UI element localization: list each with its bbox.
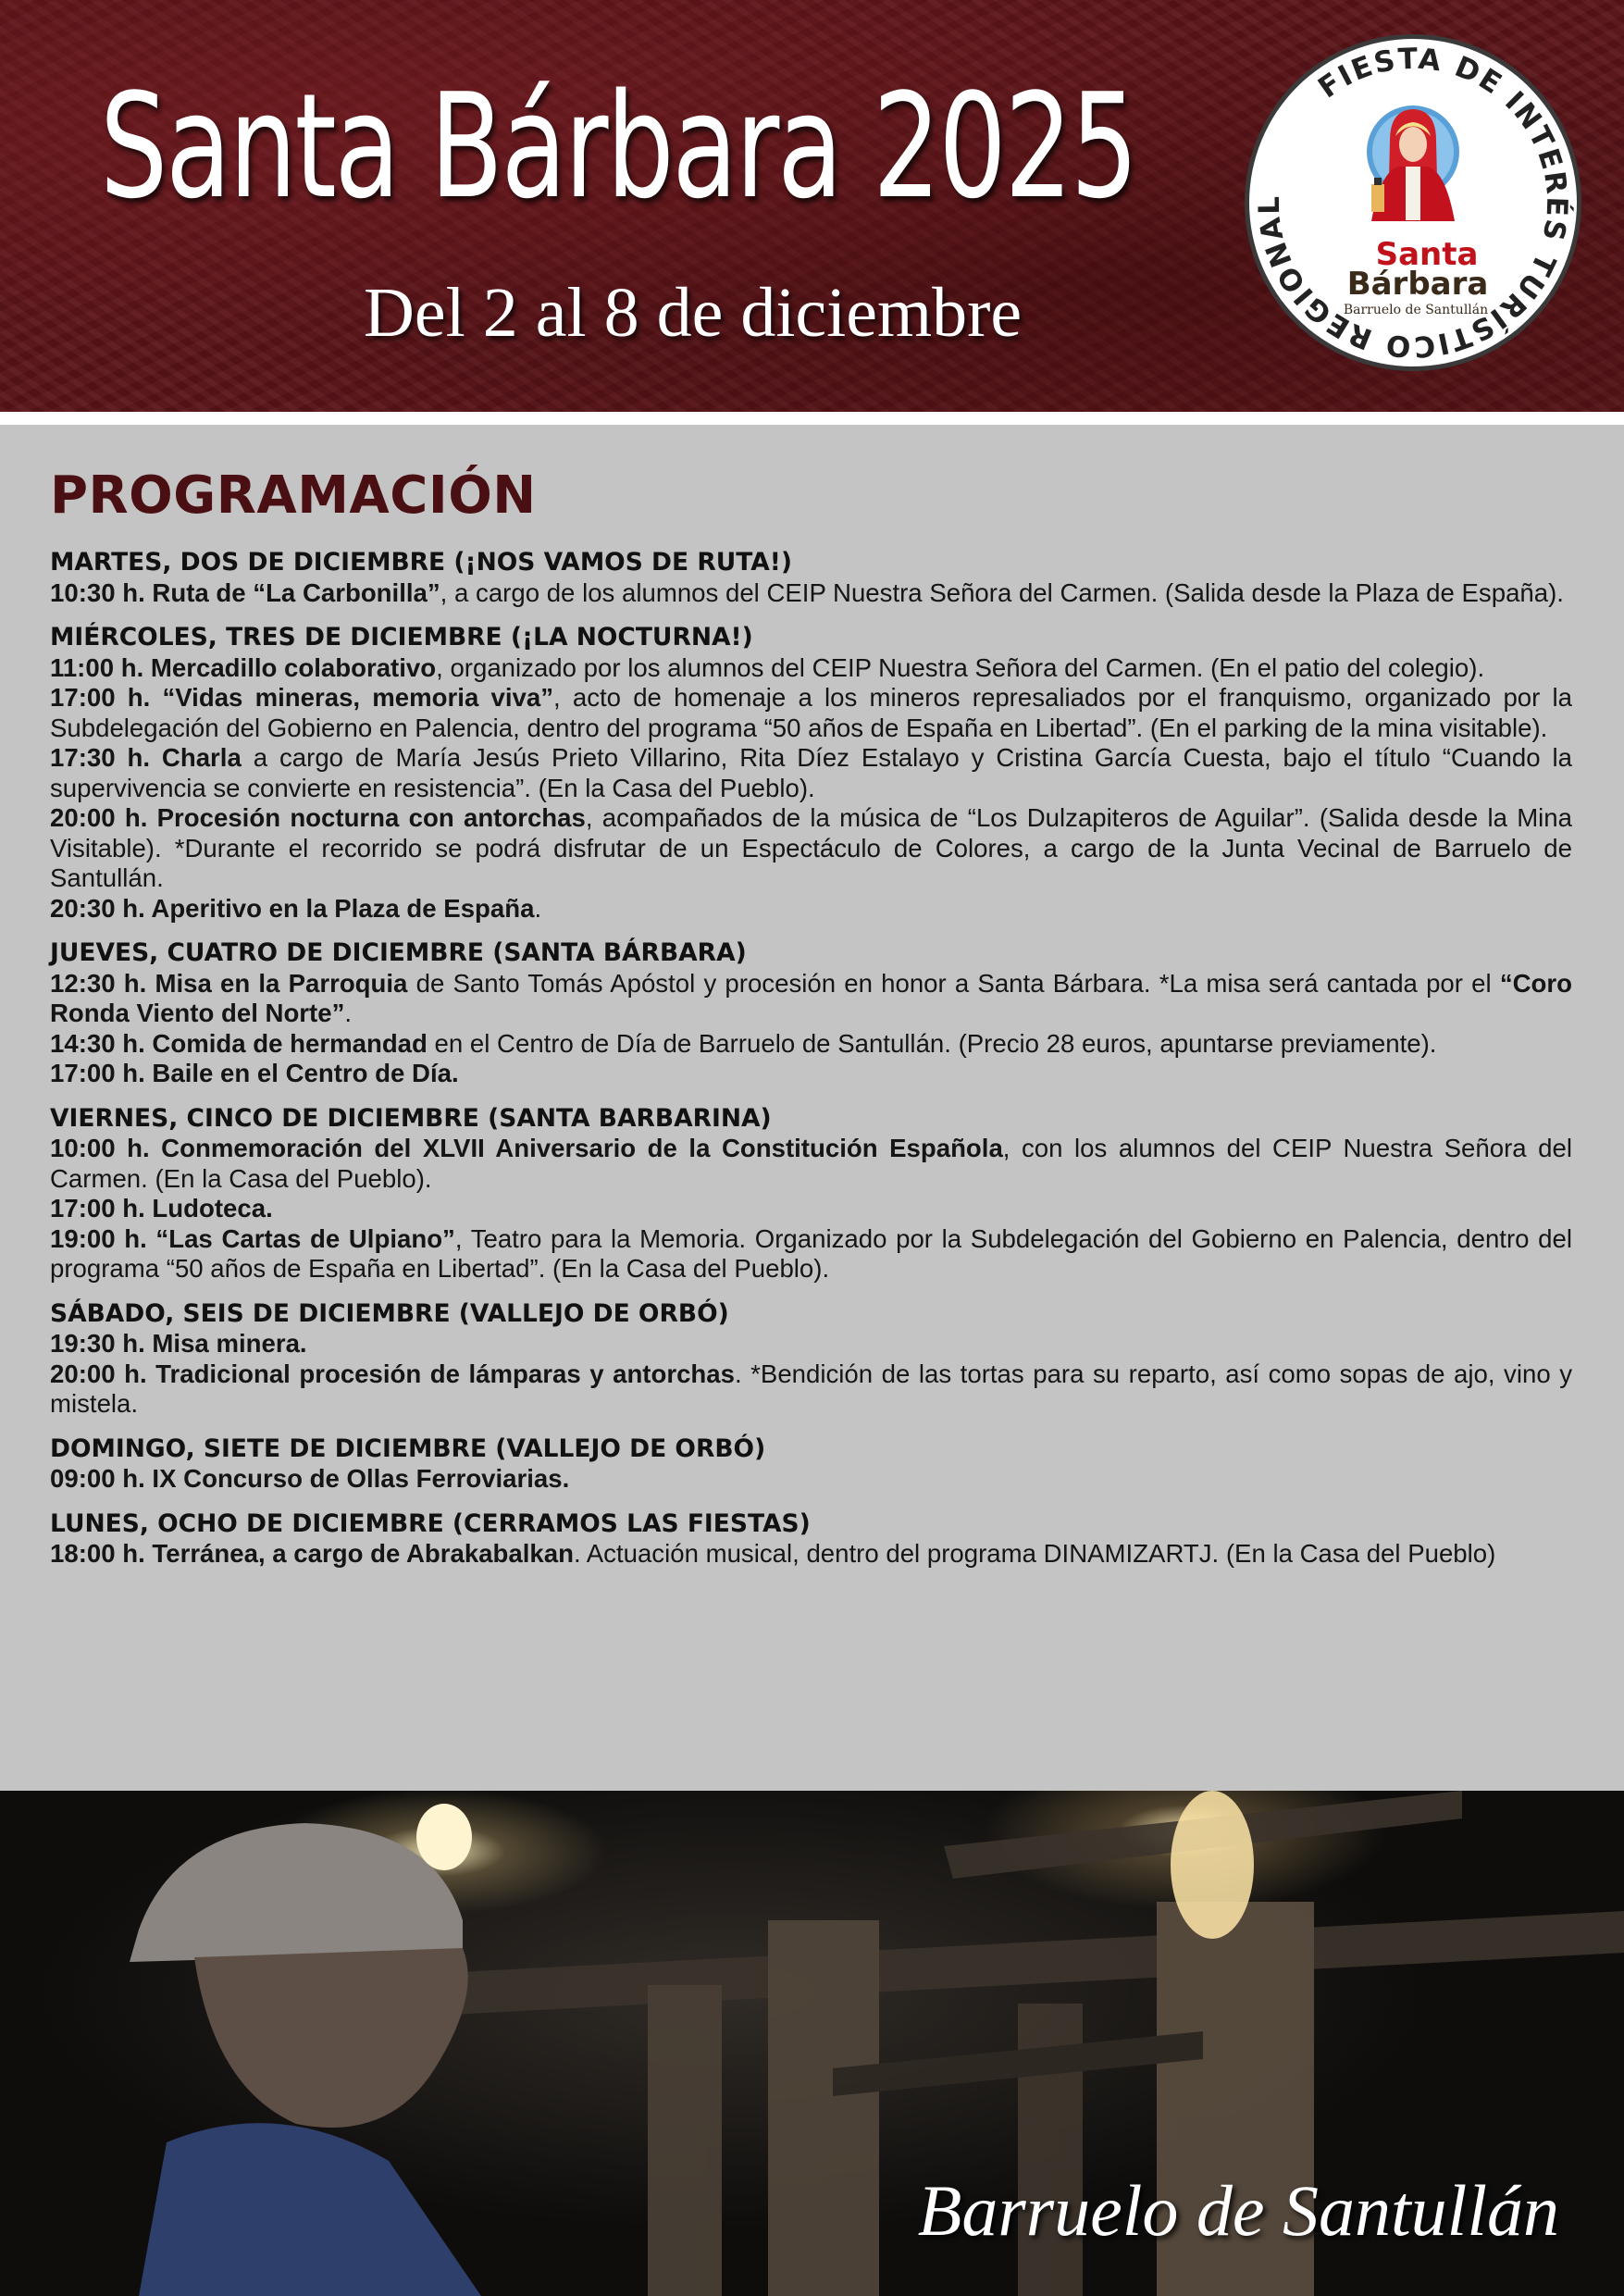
event-lead: 20:00 h. Tradicional procesión de lámparas y antorchas bbox=[50, 1359, 735, 1388]
program-title: PROGRAMACIÓN bbox=[50, 465, 537, 526]
event-lead: 17:00 h. “Vidas mineras, memoria viva” bbox=[50, 683, 553, 712]
day-heading: DOMINGO, SIETE DE DICIEMBRE (VALLEJO DE ORBÓ) bbox=[50, 1433, 766, 1463]
seal-ring-text: FIESTA DE INTERÉS TURÍSTICO REGIONAL bbox=[1252, 42, 1574, 364]
miner-figure bbox=[130, 1804, 481, 2296]
regional-interest-seal bbox=[1242, 31, 1584, 374]
program-event bbox=[50, 1134, 1572, 1194]
event-text: , acto de homenaje a los mineros represaliados por el franquismo, organizado por la Subdelegación del Gobierno en Palencia, dentro del programa “50 años de España en Libertad”. (En el parking de la mina visitable). bbox=[50, 683, 1573, 742]
program-event bbox=[50, 578, 1572, 609]
event-text: , acompañados de la música de “Los Dulzapiteros de Aguilar”. (Salida desde la Mina Visitable). *Durante el recorrido se podrá disfrutar de un Espectáculo de Colores, a cargo de la Junta Vecinal de Barruelo de Santullán. bbox=[50, 803, 1572, 892]
event-lead: 11:00 h. Mercadillo colaborativo bbox=[50, 652, 437, 682]
day-heading: VIERNES, CINCO DE DICIEMBRE (SANTA BARBARINA) bbox=[50, 1103, 772, 1133]
program-event bbox=[50, 653, 1572, 684]
day-heading: SÁBADO, SEIS DE DICIEMBRE (VALLEJO DE ORBÓ) bbox=[50, 1298, 729, 1328]
program-event bbox=[50, 803, 1572, 894]
program-day bbox=[50, 1104, 1572, 1285]
seal-name-line2: Bárbara bbox=[1346, 266, 1489, 303]
event-text: . *Bendición de las tortas para su reparto, así como sopas de ajo, vino y mistela. bbox=[50, 1359, 1573, 1418]
program-event bbox=[50, 1194, 1572, 1224]
event-dates: Del 2 al 8 de diciembre bbox=[364, 274, 1023, 352]
event-text: . Actuación musical, dentro del programa DINAMIZARTJ. (En la Casa del Pueblo) bbox=[573, 1539, 1496, 1568]
program-section bbox=[50, 444, 1572, 1584]
event-lead: 10:00 h. Conmemoración del XLVII Aniversario de la Constitución Española bbox=[50, 1134, 1003, 1162]
program-day bbox=[50, 1299, 1572, 1420]
event-lead: 19:00 h. “Las Cartas de Ulpiano” bbox=[50, 1223, 455, 1253]
event-lead: 09:00 h. IX Concurso de Ollas Ferroviarias. bbox=[50, 1464, 570, 1493]
event-lead: 18:00 h. Terránea, a cargo de Abrakabalkan bbox=[50, 1539, 574, 1568]
event-title: Santa Bárbara 2025 bbox=[100, 62, 1137, 230]
program-event bbox=[50, 683, 1572, 743]
saint-barbara-figure bbox=[1367, 105, 1459, 221]
program-event bbox=[50, 743, 1572, 803]
header-divider bbox=[0, 412, 1624, 425]
program-event bbox=[50, 1329, 1572, 1359]
event-text: , organizado por los alumnos del CEIP Nuestra Señora del Carmen. (En el patio del colegio). bbox=[436, 652, 1485, 682]
event-lead: 17:00 h. Ludoteca. bbox=[50, 1194, 273, 1222]
header-banner bbox=[0, 0, 1624, 412]
event-text: . bbox=[534, 893, 542, 923]
seal-place: Barruelo de Santullán bbox=[1343, 303, 1489, 317]
event-lead: 19:30 h. Misa minera. bbox=[50, 1329, 307, 1358]
day-heading: LUNES, OCHO DE DICIEMBRE (CERRAMOS LAS FIESTAS) bbox=[50, 1508, 811, 1538]
event-lead: 12:30 h. Misa en la Parroquia bbox=[50, 968, 408, 998]
event-text: . bbox=[344, 999, 353, 1027]
event-text: , a cargo de los alumnos del CEIP Nuestra Señora del Carmen. (Salida desde la Plaza de España). bbox=[440, 577, 1564, 607]
event-text: de Santo Tomás Apóstol y procesión en honor a Santa Bárbara. *La misa será cantada por el bbox=[407, 968, 1500, 998]
program-event bbox=[50, 969, 1572, 1029]
program-event bbox=[50, 1359, 1572, 1420]
event-lead: 20:00 h. Procesión nocturna con antorchas bbox=[50, 803, 586, 832]
program-day bbox=[50, 1434, 1572, 1495]
program-day bbox=[50, 938, 1572, 1089]
event-lead: 20:30 h. Aperitivo en la Plaza de España bbox=[50, 893, 535, 923]
event-lead: 14:30 h. Comida de hermandad bbox=[50, 1028, 428, 1058]
event-lead: 17:00 h. Baile en el Centro de Día. bbox=[50, 1059, 459, 1087]
program-event bbox=[50, 1224, 1572, 1285]
event-text: en el Centro de Día de Barruelo de Santullán. (Precio 28 euros, apuntarse previamente). bbox=[427, 1028, 1437, 1058]
program-event bbox=[50, 1059, 1572, 1089]
program-day bbox=[50, 1509, 1572, 1570]
event-lead: 10:30 h. Ruta de “La Carbonilla” bbox=[50, 577, 440, 607]
town-signature: Barruelo de Santullán bbox=[917, 2170, 1559, 2251]
footer-photo-miner bbox=[0, 1791, 1624, 2296]
seal-name-line1: Santa bbox=[1375, 236, 1479, 273]
event-text: , Teatro para la Memoria. Organizado por la Subdelegación del Gobierno en Palencia, dentro del programa “50 años de España en Libertad”. (En la Casa del Pueblo). bbox=[50, 1223, 1572, 1283]
day-heading: JUEVES, CUATRO DE DICIEMBRE (SANTA BÁRBARA) bbox=[50, 938, 747, 967]
event-lead: “Coro Ronda Viento del Norte” bbox=[50, 968, 1572, 1027]
event-text: a cargo de María Jesús Prieto Villarino, Rita Díez Estalayo y Cristina García Cuesta, bajo el título “Cuando la supervivencia se convierte en resistencia”. (En la Casa del Pueblo). bbox=[50, 743, 1572, 802]
program-event bbox=[50, 1029, 1572, 1060]
program-event bbox=[50, 1464, 1572, 1495]
program-days bbox=[50, 548, 1572, 1570]
event-lead: 17:30 h. Charla bbox=[50, 743, 242, 772]
program-event bbox=[50, 1539, 1572, 1570]
day-heading: MIÉRCOLES, TRES DE DICIEMBRE (¡LA NOCTURNA!) bbox=[50, 623, 753, 652]
day-heading: MARTES, DOS DE DICIEMBRE (¡NOS VAMOS DE RUTA!) bbox=[50, 548, 793, 577]
program-event bbox=[50, 894, 1572, 925]
event-text: , con los alumnos del CEIP Nuestra Señora del Carmen. (En la Casa del Pueblo). bbox=[50, 1134, 1572, 1193]
program-day bbox=[50, 623, 1572, 924]
program-day bbox=[50, 548, 1572, 608]
